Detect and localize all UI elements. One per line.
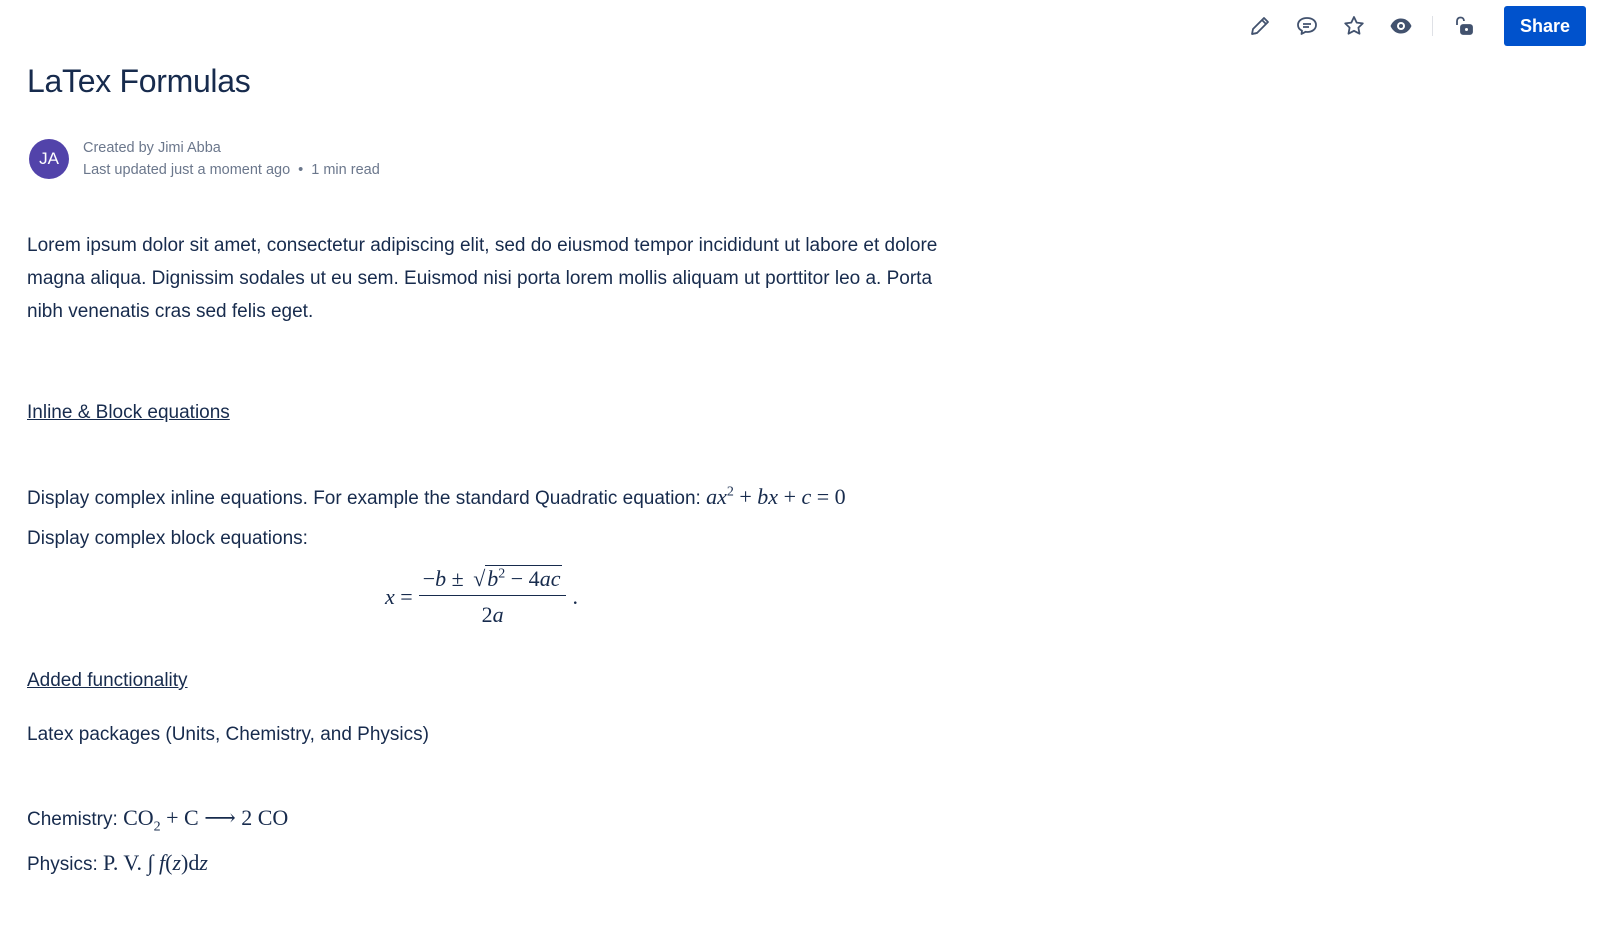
eye-icon[interactable] (1385, 10, 1417, 42)
quadratic-formula-block: x = − b ± √ $b^2 - 4ac$ 2a . (385, 566, 578, 627)
physics-equation: P. V. ∫ f(z)dz (103, 850, 208, 875)
star-icon[interactable] (1338, 10, 1370, 42)
pencil-icon[interactable] (1244, 10, 1276, 42)
quadratic-fraction: − b ± √ $b^2 - 4ac$ 2a (419, 565, 567, 628)
physics-line (27, 850, 208, 876)
share-button[interactable]: Share (1504, 6, 1586, 46)
inline-equation-line (27, 484, 846, 510)
chemistry-label: Chemistry: (27, 809, 124, 830)
quadratic-inline-equation: $ax^2$ + bx + c = 0 (706, 484, 846, 509)
created-by[interactable]: Created by Jimi Abba (83, 140, 221, 156)
heading-inline-block-equations[interactable]: Inline & Block equations (27, 402, 230, 423)
meta-separator: • (298, 162, 304, 178)
block-equation-label: Display complex block equations: (27, 528, 308, 549)
byline (29, 137, 380, 181)
chemistry-line (27, 805, 288, 835)
page-toolbar (1229, 6, 1586, 46)
heading-added-functionality[interactable]: Added functionality (27, 670, 188, 691)
page-meta (83, 137, 380, 181)
intro-paragraph: Lorem ipsum dolor sit amet, consectetur adipiscing elit, sed do eiusmod tempor incididunt ut labore et dolore magna aliqua. Dignissim sodales ut eu sem. Euismod nisi porta lorem mollis aliquam ut porttitor leo a. Porta nibh venenatis cras sed felis eget. (27, 235, 938, 322)
last-updated[interactable]: Last updated just a moment ago (83, 162, 291, 178)
read-time: 1 min read (311, 162, 380, 178)
avatar[interactable]: JA (29, 139, 69, 179)
comment-icon[interactable] (1291, 10, 1323, 42)
physics-label: Physics: (27, 854, 104, 875)
toolbar-divider (1432, 16, 1433, 36)
page-title: LaTex Formulas (27, 63, 251, 99)
inline-equation-text: Display complex inline equations. For example the standard Quadratic equation: (27, 488, 707, 509)
chemistry-equation: $CO_2 + C$ ⟶ 2 CO (123, 805, 289, 835)
latex-packages-text: Latex packages (Units, Chemistry, and Physics) (27, 724, 429, 745)
unlock-icon[interactable] (1448, 10, 1480, 42)
